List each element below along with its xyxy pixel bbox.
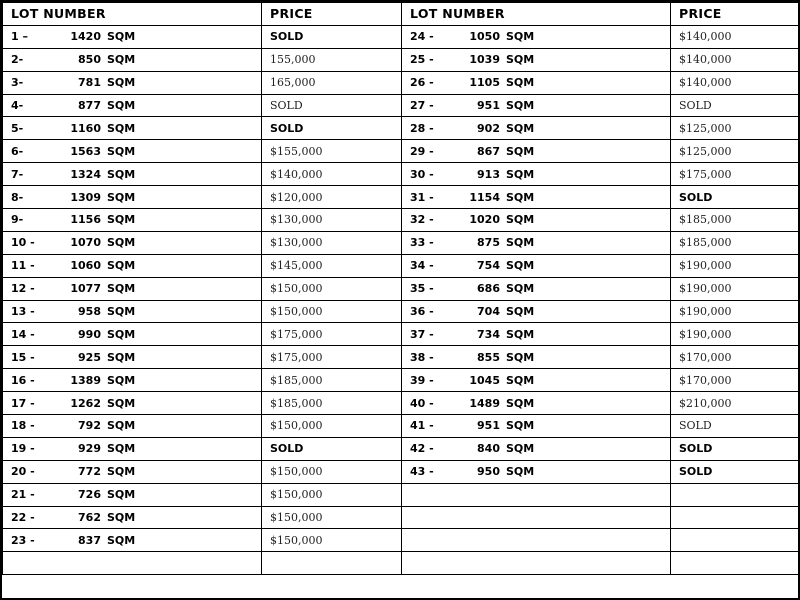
- lot-cell: [402, 48, 671, 71]
- lot-unit: SQM: [506, 350, 535, 364]
- lot-unit: SQM: [506, 442, 535, 456]
- lot-number-header-right: LOT NUMBER: [402, 3, 671, 26]
- lot-unit: SQM: [107, 213, 136, 227]
- lot-cell: [402, 186, 671, 209]
- lot-unit: SQM: [107, 488, 136, 502]
- lot-unit: SQM: [107, 30, 136, 44]
- lot-unit: SQM: [107, 373, 136, 387]
- lot-cell: [3, 483, 262, 506]
- lot-size: 726: [78, 488, 101, 502]
- lot-unit: SQM: [107, 76, 136, 90]
- price-cell: $190,000: [671, 300, 799, 323]
- table-row: [3, 48, 799, 71]
- lot-number: 30 -: [410, 167, 434, 181]
- lot-cell: [402, 437, 671, 460]
- lot-number: 3-: [11, 76, 24, 90]
- lot-cell: [3, 94, 262, 117]
- price-cell: SOLD: [671, 186, 799, 209]
- price-cell: $150,000: [262, 277, 402, 300]
- price-cell: $150,000: [262, 483, 402, 506]
- lot-number: 26 -: [410, 76, 434, 90]
- lot-unit: SQM: [506, 236, 535, 250]
- lot-cell: [3, 460, 262, 483]
- lot-cell: [3, 254, 262, 277]
- price-cell: $190,000: [671, 323, 799, 346]
- lot-cell: [402, 94, 671, 117]
- price-cell: $175,000: [671, 163, 799, 186]
- lot-cell: [402, 231, 671, 254]
- lot-unit: SQM: [107, 259, 136, 273]
- price-cell: $130,000: [262, 209, 402, 232]
- lot-number: 19 -: [11, 442, 35, 456]
- price-cell: $145,000: [262, 254, 402, 277]
- lot-size: 1563: [70, 144, 101, 158]
- price-cell: $190,000: [671, 277, 799, 300]
- lot-unit: SQM: [107, 121, 136, 135]
- lot-cell: [3, 346, 262, 369]
- lot-cell: [402, 117, 671, 140]
- price-cell: $140,000: [671, 71, 799, 94]
- lot-number: 18 -: [11, 419, 35, 433]
- table-row: [3, 231, 799, 254]
- table-row: [3, 529, 799, 552]
- price-cell: [671, 483, 799, 506]
- lot-price-table: [2, 2, 799, 575]
- price-cell: SOLD: [671, 415, 799, 438]
- price-cell: $185,000: [671, 231, 799, 254]
- lot-size: 925: [78, 350, 101, 364]
- lot-number: 17 -: [11, 396, 35, 410]
- lot-number: 21 -: [11, 488, 35, 502]
- lot-size: 754: [477, 259, 500, 273]
- lot-unit: SQM: [107, 144, 136, 158]
- lot-unit: SQM: [107, 396, 136, 410]
- price-cell: $175,000: [262, 346, 402, 369]
- lot-size: 1077: [70, 282, 101, 296]
- lot-number: 35 -: [410, 282, 434, 296]
- lot-unit: SQM: [506, 99, 535, 112]
- lot-cell: [3, 71, 262, 94]
- lot-unit: SQM: [506, 259, 535, 273]
- lot-unit: SQM: [506, 121, 535, 135]
- price-cell: [671, 506, 799, 529]
- lot-number: 25 -: [410, 53, 434, 67]
- lot-cell: [3, 117, 262, 140]
- lot-size: 1020: [469, 213, 500, 227]
- lot-size: 990: [78, 327, 101, 341]
- lot-unit: SQM: [506, 213, 535, 227]
- lot-size: 686: [477, 282, 500, 296]
- lot-cell: [3, 506, 262, 529]
- lot-unit: SQM: [506, 76, 535, 90]
- lot-number: 8-: [11, 190, 24, 204]
- lot-number: 11 -: [11, 259, 35, 273]
- lot-number: 43 -: [410, 465, 434, 479]
- table-row: [3, 460, 799, 483]
- lot-number: 23 -: [11, 533, 35, 547]
- price-cell: SOLD: [262, 94, 402, 117]
- lot-cell: [3, 529, 262, 552]
- lot-cell: [3, 277, 262, 300]
- lot-cell: [402, 506, 671, 529]
- price-cell: $190,000: [671, 254, 799, 277]
- lot-cell: [3, 300, 262, 323]
- lot-unit: SQM: [506, 144, 535, 158]
- lot-number: 40 -: [410, 396, 434, 410]
- lot-unit: SQM: [107, 190, 136, 204]
- price-cell: $150,000: [262, 300, 402, 323]
- price-cell: [671, 552, 799, 575]
- lot-unit: SQM: [506, 167, 535, 181]
- lot-unit: SQM: [506, 305, 535, 319]
- lot-cell: [3, 25, 262, 48]
- lot-number: 37 -: [410, 327, 434, 341]
- lot-cell: [3, 323, 262, 346]
- lot-number: 20 -: [11, 465, 35, 479]
- lot-number: 38 -: [410, 350, 434, 364]
- lot-unit: SQM: [107, 327, 136, 341]
- table-row: [3, 506, 799, 529]
- price-cell: $140,000: [262, 163, 402, 186]
- lot-unit: SQM: [107, 99, 136, 112]
- price-cell: $170,000: [671, 346, 799, 369]
- price-cell: SOLD: [671, 437, 799, 460]
- price-cell: $140,000: [671, 48, 799, 71]
- lot-unit: SQM: [107, 53, 136, 67]
- lot-size: 929: [78, 442, 101, 456]
- lot-cell: [3, 163, 262, 186]
- price-cell: $155,000: [262, 140, 402, 163]
- table-row: [3, 552, 799, 575]
- lot-size: 704: [477, 305, 500, 319]
- lot-number: 33 -: [410, 236, 434, 250]
- lot-size: 772: [78, 465, 101, 479]
- lot-cell: [402, 369, 671, 392]
- lot-cell: [3, 48, 262, 71]
- lot-size: 877: [78, 99, 101, 112]
- price-cell: $130,000: [262, 231, 402, 254]
- lot-size: 1045: [469, 373, 500, 387]
- lot-cell: [402, 209, 671, 232]
- lot-cell: [402, 323, 671, 346]
- price-cell: $120,000: [262, 186, 402, 209]
- lot-size: 1050: [469, 30, 500, 44]
- lot-number: 39 -: [410, 373, 434, 387]
- lot-number: 1 –: [11, 30, 28, 44]
- lot-unit: SQM: [506, 282, 535, 296]
- lot-cell: [402, 163, 671, 186]
- lot-size: 1420: [70, 30, 101, 44]
- lot-cell: [3, 231, 262, 254]
- lot-unit: SQM: [107, 511, 136, 525]
- lot-cell: [402, 346, 671, 369]
- table-row: [3, 277, 799, 300]
- lot-number: 10 -: [11, 236, 35, 250]
- table-row: [3, 254, 799, 277]
- lot-cell: [402, 71, 671, 94]
- price-cell: SOLD: [262, 437, 402, 460]
- lot-number: 4-: [11, 99, 24, 112]
- lot-unit: SQM: [506, 190, 535, 204]
- lot-size: 1105: [469, 76, 500, 90]
- lot-unit: SQM: [506, 30, 535, 44]
- lot-cell: [402, 300, 671, 323]
- table-row: [3, 140, 799, 163]
- lot-size: 913: [477, 167, 500, 181]
- table-row: [3, 186, 799, 209]
- price-header-left: PRICE: [262, 3, 402, 26]
- lot-number: 7-: [11, 167, 24, 181]
- table-row: [3, 25, 799, 48]
- lot-number: 41 -: [410, 419, 434, 433]
- price-cell: $150,000: [262, 415, 402, 438]
- price-cell: [671, 529, 799, 552]
- table-row: [3, 437, 799, 460]
- lot-number: 22 -: [11, 511, 35, 525]
- price-cell: $175,000: [262, 323, 402, 346]
- lot-size: 902: [477, 121, 500, 135]
- lot-size: 1154: [469, 190, 500, 204]
- price-cell: $140,000: [671, 25, 799, 48]
- lot-cell: [402, 460, 671, 483]
- lot-cell: [3, 392, 262, 415]
- price-cell: [262, 552, 402, 575]
- lot-cell: [402, 483, 671, 506]
- price-cell: $150,000: [262, 529, 402, 552]
- lot-cell: [402, 552, 671, 575]
- lot-number: 34 -: [410, 259, 434, 273]
- lot-size: 951: [477, 99, 500, 112]
- lot-unit: SQM: [506, 53, 535, 67]
- lot-number: 14 -: [11, 327, 35, 341]
- lot-number: 31 -: [410, 190, 434, 204]
- lot-size: 1324: [70, 167, 101, 181]
- lot-size: 855: [477, 350, 500, 364]
- price-cell: SOLD: [671, 460, 799, 483]
- lot-cell: [402, 25, 671, 48]
- table-row: [3, 94, 799, 117]
- price-cell: $185,000: [671, 209, 799, 232]
- lot-number: 12 -: [11, 282, 35, 296]
- lot-cell: [402, 277, 671, 300]
- price-cell: SOLD: [262, 117, 402, 140]
- lot-number: 42 -: [410, 442, 434, 456]
- lot-size: 875: [477, 236, 500, 250]
- lot-unit: SQM: [506, 419, 535, 433]
- lot-size: 792: [78, 419, 101, 433]
- table-row: [3, 392, 799, 415]
- lot-number: 15 -: [11, 350, 35, 364]
- lot-unit: SQM: [107, 236, 136, 250]
- price-cell: 155,000: [262, 48, 402, 71]
- lot-size: 840: [477, 442, 500, 456]
- table-row: [3, 323, 799, 346]
- lot-unit: SQM: [506, 396, 535, 410]
- table-row: [3, 71, 799, 94]
- lot-size: 1160: [70, 121, 101, 135]
- lot-cell: [3, 186, 262, 209]
- lot-cell: [3, 140, 262, 163]
- table-row: [3, 369, 799, 392]
- lot-number: 36 -: [410, 305, 434, 319]
- lot-size: 837: [78, 533, 101, 547]
- price-cell: SOLD: [671, 94, 799, 117]
- lot-size: 867: [477, 144, 500, 158]
- lot-number: 13 -: [11, 305, 35, 319]
- lot-cell: [3, 437, 262, 460]
- lot-size: 1060: [70, 259, 101, 273]
- price-cell: $150,000: [262, 460, 402, 483]
- table-row: [3, 346, 799, 369]
- price-cell: $150,000: [262, 506, 402, 529]
- lot-size: 781: [78, 76, 101, 90]
- lot-unit: SQM: [107, 465, 136, 479]
- lot-number: 2-: [11, 53, 24, 67]
- lot-unit: SQM: [107, 442, 136, 456]
- lot-size: 1070: [70, 236, 101, 250]
- lot-unit: SQM: [506, 373, 535, 387]
- lot-unit: SQM: [506, 327, 535, 341]
- price-cell: $125,000: [671, 140, 799, 163]
- lot-number: 5-: [11, 121, 24, 135]
- table-row: [3, 300, 799, 323]
- lot-number: 27 -: [410, 99, 434, 112]
- table-row: [3, 117, 799, 140]
- lot-size: 1262: [70, 396, 101, 410]
- lot-unit: SQM: [107, 350, 136, 364]
- lot-size: 762: [78, 511, 101, 525]
- header-row: [3, 3, 799, 26]
- lot-unit: SQM: [107, 419, 136, 433]
- lot-cell: [402, 140, 671, 163]
- lot-unit: SQM: [107, 533, 136, 547]
- lot-cell: [3, 369, 262, 392]
- table-row: [3, 163, 799, 186]
- lot-number: 32 -: [410, 213, 434, 227]
- price-cell: SOLD: [262, 25, 402, 48]
- lot-number: 24 -: [410, 30, 434, 44]
- lot-size: 950: [477, 465, 500, 479]
- lot-size: 1039: [469, 53, 500, 67]
- lot-cell: [402, 254, 671, 277]
- table-row: [3, 483, 799, 506]
- lot-size: 951: [477, 419, 500, 433]
- lot-size: 1309: [70, 190, 101, 204]
- price-cell: $210,000: [671, 392, 799, 415]
- lot-cell: [402, 392, 671, 415]
- lot-size: 1156: [70, 213, 101, 227]
- lot-size: 1489: [469, 396, 500, 410]
- lot-size: 1389: [70, 373, 101, 387]
- price-cell: $185,000: [262, 369, 402, 392]
- table-row: [3, 209, 799, 232]
- lot-unit: SQM: [107, 167, 136, 181]
- price-cell: 165,000: [262, 71, 402, 94]
- price-cell: $185,000: [262, 392, 402, 415]
- lot-number: 6-: [11, 144, 24, 158]
- lot-size: 734: [477, 327, 500, 341]
- lot-number: 29 -: [410, 144, 434, 158]
- lot-cell: [3, 415, 262, 438]
- lot-cell: [3, 209, 262, 232]
- lot-cell: [402, 415, 671, 438]
- lot-unit: SQM: [107, 282, 136, 296]
- lot-unit: SQM: [506, 465, 535, 479]
- price-header-right: PRICE: [671, 3, 799, 26]
- lot-cell: [3, 552, 262, 575]
- lot-cell: [402, 529, 671, 552]
- lot-unit: SQM: [107, 305, 136, 319]
- lot-size: 850: [78, 53, 101, 67]
- lot-number: 28 -: [410, 121, 434, 135]
- price-cell: $125,000: [671, 117, 799, 140]
- lot-number-header-left: LOT NUMBER: [3, 3, 262, 26]
- lot-size: 958: [78, 305, 101, 319]
- lot-number: 9-: [11, 213, 24, 227]
- lot-number: 16 -: [11, 373, 35, 387]
- table-row: [3, 415, 799, 438]
- price-cell: $170,000: [671, 369, 799, 392]
